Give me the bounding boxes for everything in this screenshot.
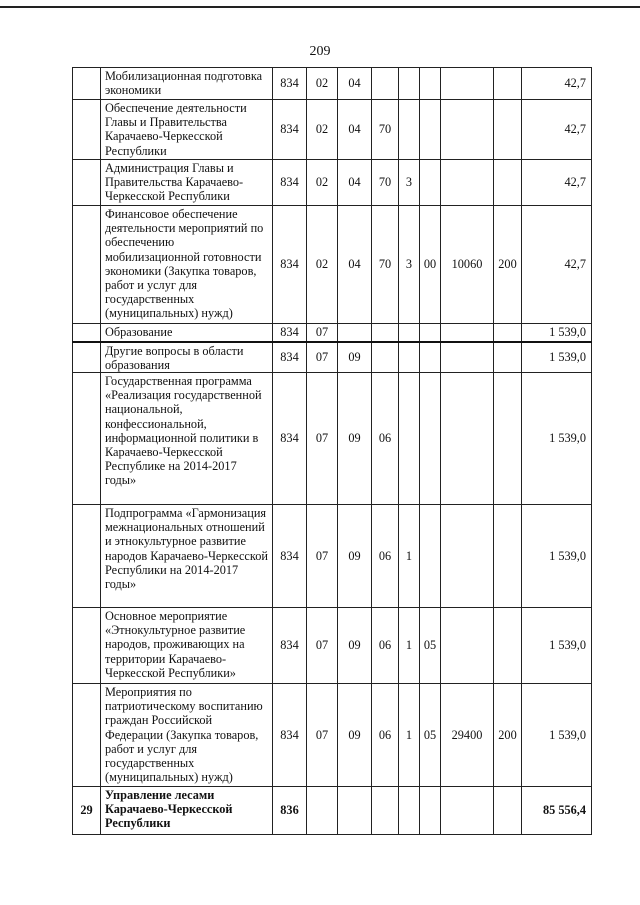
ved-code: 834 [273, 684, 307, 787]
amount: 42,7 [522, 100, 592, 160]
row-name: Управление лесами Карачаево-Черкесской Республики [101, 787, 273, 835]
amount: 42,7 [522, 206, 592, 324]
target-code-3: 00 [420, 206, 441, 324]
row-name: Основное мероприятие «Этнокультурное развитие народов, проживающих на территории Карачаево-Черкесской Республики» [101, 608, 273, 684]
table-row [73, 100, 592, 160]
section-code: 07 [307, 324, 338, 342]
page-number: 209 [309, 44, 331, 59]
row-name: Государственная программа «Реализация государственной национальной, конфессиональной, информационной политики в Карачаево-Черкесской Республике на 2014-2017 годы» [101, 373, 273, 505]
target-code-3: 05 [420, 684, 441, 787]
ved-code: 836 [273, 787, 307, 835]
row-number [73, 160, 101, 206]
target-code-3 [420, 68, 441, 100]
row-number [73, 68, 101, 100]
expense-type-code [494, 373, 522, 505]
target-code-3 [420, 324, 441, 342]
target-code-2: 3 [399, 160, 420, 206]
target-code-4 [441, 100, 494, 160]
target-code-4 [441, 342, 494, 373]
table-row [73, 787, 592, 835]
subsection-code: 09 [338, 342, 372, 373]
target-code-3 [420, 342, 441, 373]
amount: 85 556,4 [522, 787, 592, 835]
target-code-1 [372, 324, 399, 342]
row-name: Подпрограмма «Гармонизация межнациональных отношений и этнокультурное развитие народов Карачаево-Черкесской Республики на 2014-2017 годы» [101, 505, 273, 608]
expense-type-code [494, 100, 522, 160]
target-code-1: 70 [372, 100, 399, 160]
target-code-4 [441, 608, 494, 684]
row-name: Мероприятия по патриотическому воспитанию граждан Российской Федерации (Закупка товаров, работ и услуг для государственных (муниципальных) нужд) [101, 684, 273, 787]
target-code-2: 1 [399, 684, 420, 787]
subsection-code [338, 787, 372, 835]
target-code-4 [441, 505, 494, 608]
expense-type-code [494, 324, 522, 342]
amount: 1 539,0 [522, 373, 592, 505]
row-number [73, 684, 101, 787]
section-code: 02 [307, 206, 338, 324]
table-row [73, 608, 592, 684]
target-code-4 [441, 68, 494, 100]
table-row [73, 342, 592, 373]
target-code-3 [420, 100, 441, 160]
target-code-1: 70 [372, 160, 399, 206]
row-number [73, 206, 101, 324]
amount: 1 539,0 [522, 342, 592, 373]
target-code-4 [441, 324, 494, 342]
row-name: Обеспечение деятельности Главы и Правительства Карачаево-Черкесской Республики [101, 100, 273, 160]
expense-type-code [494, 608, 522, 684]
ved-code: 834 [273, 100, 307, 160]
section-code: 02 [307, 160, 338, 206]
subsection-code: 04 [338, 160, 372, 206]
subsection-code: 09 [338, 608, 372, 684]
ved-code: 834 [273, 342, 307, 373]
expense-type-code [494, 505, 522, 608]
row-number: 29 [73, 787, 101, 835]
target-code-2 [399, 324, 420, 342]
row-number [73, 608, 101, 684]
ved-code: 834 [273, 608, 307, 684]
row-number [73, 100, 101, 160]
target-code-1: 70 [372, 206, 399, 324]
target-code-1: 06 [372, 684, 399, 787]
target-code-2 [399, 100, 420, 160]
ved-code: 834 [273, 373, 307, 505]
target-code-1 [372, 68, 399, 100]
target-code-3 [420, 505, 441, 608]
table-row [73, 684, 592, 787]
target-code-3 [420, 160, 441, 206]
subsection-code: 04 [338, 100, 372, 160]
expense-type-code [494, 342, 522, 373]
table-row [73, 206, 592, 324]
row-number [73, 342, 101, 373]
target-code-1: 06 [372, 505, 399, 608]
subsection-code [338, 324, 372, 342]
subsection-code: 09 [338, 684, 372, 787]
ved-code: 834 [273, 505, 307, 608]
amount: 1 539,0 [522, 684, 592, 787]
target-code-4 [441, 373, 494, 505]
table-row [73, 324, 592, 342]
amount: 42,7 [522, 68, 592, 100]
expense-type-code: 200 [494, 206, 522, 324]
target-code-2 [399, 373, 420, 505]
row-name: Другие вопросы в области образования [101, 342, 273, 373]
target-code-1: 06 [372, 373, 399, 505]
subsection-code: 04 [338, 206, 372, 324]
row-name: Мобилизационная подготовка экономики [101, 68, 273, 100]
subsection-code: 04 [338, 68, 372, 100]
target-code-1: 06 [372, 608, 399, 684]
section-code: 07 [307, 684, 338, 787]
subsection-code: 09 [338, 505, 372, 608]
target-code-4: 29400 [441, 684, 494, 787]
target-code-1 [372, 787, 399, 835]
target-code-2 [399, 342, 420, 373]
table-row [73, 160, 592, 206]
target-code-4 [441, 160, 494, 206]
table-row [73, 373, 592, 505]
table-row [73, 68, 592, 100]
target-code-2: 1 [399, 505, 420, 608]
target-code-4 [441, 787, 494, 835]
budget-table [72, 67, 592, 835]
target-code-2 [399, 68, 420, 100]
section-code: 07 [307, 505, 338, 608]
ved-code: 834 [273, 206, 307, 324]
row-name: Финансовое обеспечение деятельности мероприятий по обеспечению мобилизационной готовности экономики (Закупка товаров, работ и услуг для государственных (муниципальных) нужд) [101, 206, 273, 324]
target-code-2: 3 [399, 206, 420, 324]
row-name: Администрация Главы и Правительства Карачаево-Черкесской Республики [101, 160, 273, 206]
expense-type-code [494, 787, 522, 835]
target-code-1 [372, 342, 399, 373]
expense-type-code [494, 68, 522, 100]
target-code-2: 1 [399, 608, 420, 684]
target-code-2 [399, 787, 420, 835]
subsection-code: 09 [338, 373, 372, 505]
ved-code: 834 [273, 324, 307, 342]
section-code: 02 [307, 100, 338, 160]
target-code-3: 05 [420, 608, 441, 684]
row-number [73, 373, 101, 505]
target-code-3 [420, 373, 441, 505]
expense-type-code [494, 160, 522, 206]
amount: 42,7 [522, 160, 592, 206]
ved-code: 834 [273, 160, 307, 206]
expense-type-code: 200 [494, 684, 522, 787]
section-code: 07 [307, 342, 338, 373]
section-code [307, 787, 338, 835]
row-name: Образование [101, 324, 273, 342]
section-code: 07 [307, 373, 338, 505]
row-number [73, 324, 101, 342]
section-code: 07 [307, 608, 338, 684]
target-code-4: 10060 [441, 206, 494, 324]
row-number [73, 505, 101, 608]
amount: 1 539,0 [522, 608, 592, 684]
section-code: 02 [307, 68, 338, 100]
top-rule [0, 6, 640, 8]
ved-code: 834 [273, 68, 307, 100]
table-row [73, 505, 592, 608]
amount: 1 539,0 [522, 324, 592, 342]
target-code-3 [420, 787, 441, 835]
amount: 1 539,0 [522, 505, 592, 608]
